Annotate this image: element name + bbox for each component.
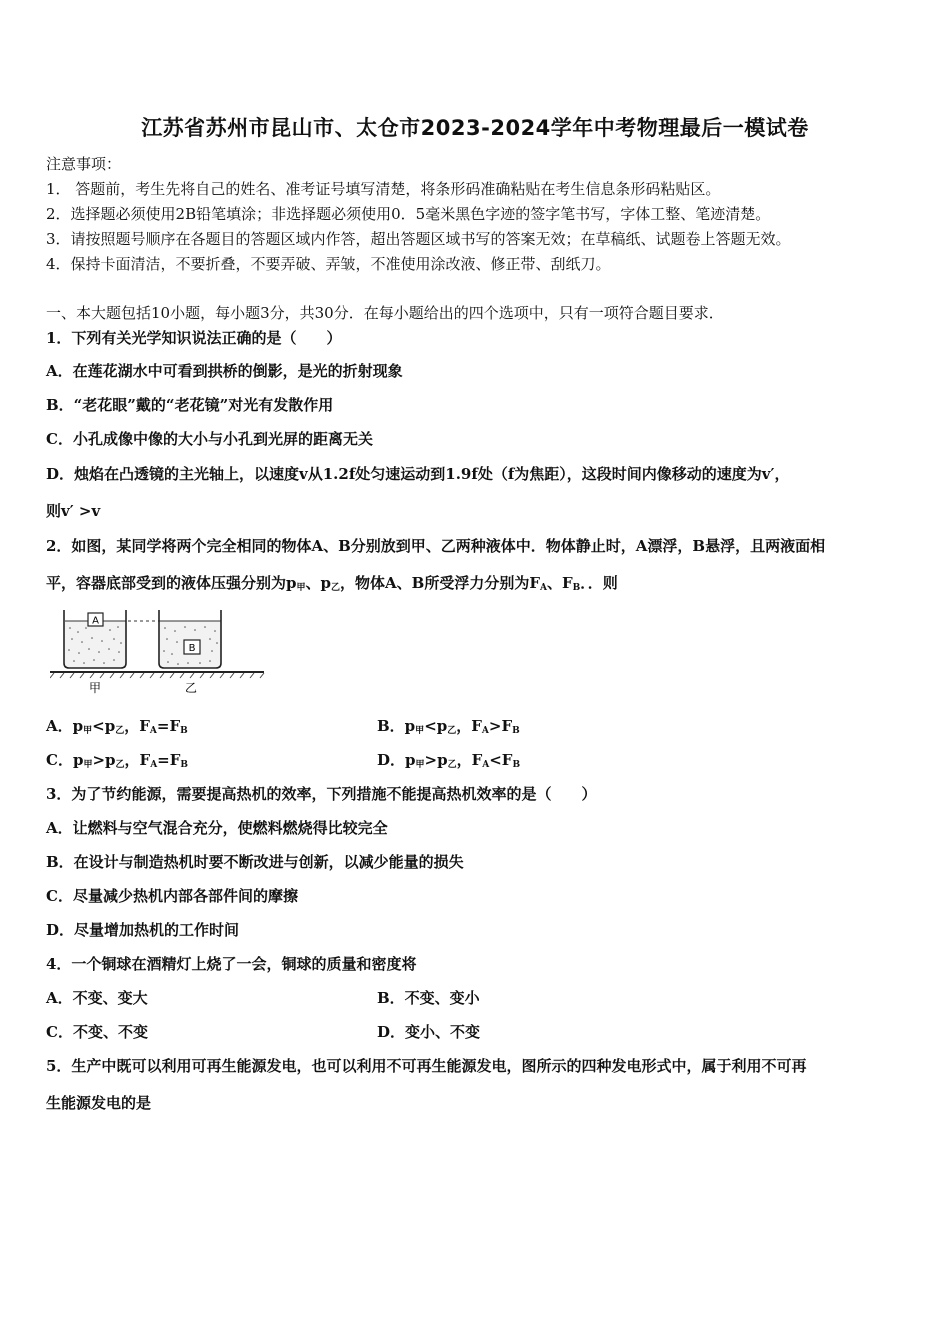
note-item-2: 2．选择题必须使用2B铅笔填涂；非选择题必须使用0．5毫米黑色字迹的签字笔书写，字体工整、笔迹清楚。 (46, 205, 771, 223)
q3-option-a: A．让燃料与空气混合充分，使燃料燃烧得比较完全 (46, 819, 388, 837)
q4-option-c: C．不变、不变 (46, 1023, 148, 1041)
container-jia (64, 610, 126, 668)
q1-option-d-line2: 则v′ >v (46, 502, 101, 520)
block-a-label: A (92, 615, 99, 627)
q3-option-b: B．在设计与制造热机时要不断改进与创新，以减少能量的损失 (46, 853, 464, 871)
caption-jia: 甲 (88, 681, 102, 695)
notes-heading: 注意事项： (46, 155, 122, 173)
q2-stem-line1: 2．如图，某同学将两个完全相同的物体A、B分别放到甲、乙两种液体中．物体静止时，A漂浮，B悬浮，且两液面相 (46, 537, 826, 555)
q5-stem-line1: 5．生产中既可以利用可再生能源发电，也可以利用不可再生能源发电，图所示的四种发电形式中，属于利用不可再 (46, 1057, 807, 1075)
q2-option-a: A．$p_甲<p_乙$，$F_A=F_B$ (46, 717, 188, 736)
note-item-3: 3．请按照题号顺序在各题目的答题区域内作答，超出答题区域书写的答案无效；在草稿纸、试题卷上答题无效。 (46, 230, 791, 248)
q1-option-b: B．“老花眼”戴的“老花镜”对光有发散作用 (46, 396, 334, 414)
container-yi (159, 610, 221, 668)
q1-option-c: C．小孔成像中像的大小与小孔到光屏的距离无关 (46, 430, 373, 448)
q3-stem: 3．为了节约能源，需要提高热机的效率，下列措施不能提高热机效率的是（ ） (46, 785, 597, 803)
q1-option-a: A．在莲花湖水中可看到拱桥的倒影，是光的折射现象 (46, 362, 403, 380)
q4-stem: 4．一个铜球在酒精灯上烧了一会，铜球的质量和密度将 (46, 955, 417, 973)
q3-option-d: D．尽量增加热机的工作时间 (46, 921, 240, 939)
q2-option-c: C．$p_甲>p_乙$，$F_A=F_B$ (46, 751, 188, 770)
block-b-label: B (188, 643, 196, 654)
q1-option-d-line1: D．烛焰在凸透镜的主光轴上，以速度v从1.2f处匀速运动到1.9f处（f为焦距），这段时间内像移动的速度为v′， (46, 465, 790, 483)
q2-option-d: D．$p_甲>p_乙$，$F_A<F_B$ (377, 751, 521, 770)
q2-option-b: B．$p_甲<p_乙$，$F_A>F_B$ (377, 717, 520, 736)
ground-hatching (50, 673, 264, 678)
caption-yi: 乙 (184, 681, 198, 695)
q4-option-b: B．不变、变小 (377, 989, 480, 1007)
note-item-4: 4．保持卡面清洁，不要折叠，不要弄破、弄皱，不准使用涂改液、修正带、刮纸刀。 (46, 255, 611, 273)
q3-option-c: C．尽量减少热机内部各部件间的摩擦 (46, 887, 298, 905)
section-1-instructions: 一、本大题包括10小题，每小题3分，共30分．在每小题给出的四个选项中，只有一项符合题目要求． (46, 304, 724, 322)
note-item-1: 1． 答题前，考生先将自己的姓名、准考证号填写清楚，将条形码准确粘贴在考生信息条形码粘贴区。 (46, 180, 721, 198)
containers-diagram (50, 606, 270, 698)
q2-stem-line2: 平，容器底部受到的液体压强分别为$p_甲$、$p_乙$，物体A、B所受浮力分别为$F_A$、$F_B$．．则 (46, 574, 618, 593)
q2-containers-figure (50, 606, 270, 698)
q4-option-a: A．不变、变大 (46, 989, 148, 1007)
q4-option-d: D．变小、不变 (377, 1023, 481, 1041)
q5-stem-line2: 生能源发电的是 (46, 1094, 152, 1112)
exam-title: 江苏省苏州市昆山市、太仓市2023-2024学年中考物理最后一模试卷 (141, 116, 809, 140)
q1-stem: 1．下列有关光学知识说法正确的是（ ） (46, 329, 342, 347)
